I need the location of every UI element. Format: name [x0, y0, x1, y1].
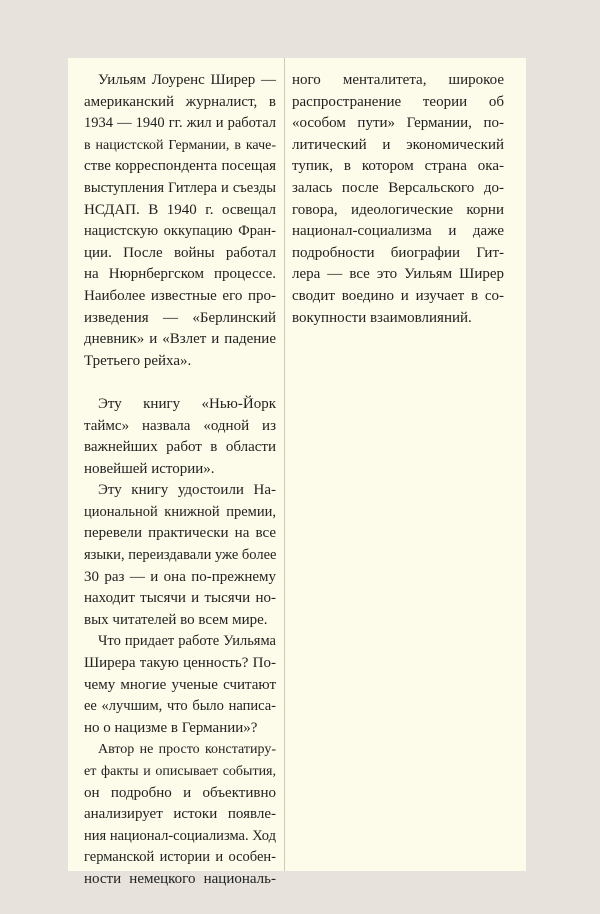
- paragraph-award: [84, 480, 276, 631]
- text-line: Ширера такую ценность? По-: [84, 655, 276, 672]
- paragraph-analysis-continued: [292, 70, 504, 329]
- text-line: ности немецкого националь-: [84, 870, 276, 887]
- paragraph-analysis: [84, 739, 276, 890]
- text-line: лера — все это Уильям Ширер: [292, 266, 504, 283]
- text-line: стве корреспондента посещая: [84, 158, 276, 175]
- text-line: Уильям Лоуренс Ширер —: [98, 72, 276, 88]
- paragraph-author-bio: [84, 70, 276, 372]
- text-line: залась после Версальского до-: [292, 179, 504, 196]
- text-line: распространение теории об: [292, 93, 504, 110]
- text-line: американский журналист, в: [84, 93, 276, 110]
- text-line: «особом пути» Германии, по-: [292, 115, 504, 132]
- text-line: таймс» назвала «одной из: [84, 417, 276, 434]
- text-line: 30 раз — и она по-прежнему: [84, 568, 276, 585]
- text-line: новейшей истории».: [84, 460, 215, 477]
- text-line: нацистскую оккупацию Фран-: [84, 223, 276, 240]
- text-line: анализирует истоки появле-: [84, 806, 276, 823]
- left-column: [84, 70, 276, 891]
- text-line: национал-социализма и даже: [292, 223, 504, 240]
- text-line: ции. После войны работал: [84, 244, 276, 261]
- text-line: Эту книгу удостоили На-: [98, 482, 276, 499]
- text-line: германской истории и особен-: [84, 849, 276, 866]
- text-line: ет факты и описывает события,: [84, 764, 276, 779]
- text-line: в нацистской Германии, в каче-: [84, 137, 276, 153]
- text-line: дневник» и «Взлет и падение: [84, 331, 276, 348]
- text-line: Эту книгу «Нью-Йорк: [98, 395, 276, 412]
- paragraph-nyt-quote: [84, 394, 276, 480]
- text-line: находит тысячи и тысячи но-: [84, 590, 276, 607]
- text-line: сводит воедино и изучает в со-: [292, 287, 504, 304]
- book-back-cover-page: [68, 58, 526, 887]
- text-line: изведения — «Берлинский: [84, 309, 276, 326]
- text-line: вокупности взаимовлияний.: [292, 309, 472, 326]
- column-divider: [284, 58, 285, 871]
- text-line: он подробно и объективно: [84, 784, 276, 801]
- text-line: языки, переиздавали уже более: [84, 547, 277, 564]
- text-line: говора, идеологические корни: [292, 201, 504, 218]
- text-line: подробности биографии Гит-: [292, 244, 504, 261]
- text-line: Что придает работе Уильяма: [98, 633, 276, 650]
- text-line: важнейших работ в области: [84, 439, 276, 456]
- text-line: но о нацизме в Германии»?: [84, 719, 258, 736]
- right-column: [292, 70, 504, 329]
- text-line: Наиболее известные его про-: [84, 287, 276, 304]
- text-line: чему многие ученые считают: [84, 676, 276, 693]
- text-line: ее «лучшим, что было написа-: [84, 698, 276, 715]
- paragraph-question: [84, 631, 276, 739]
- text-line: литический и экономический: [292, 136, 504, 153]
- text-line: ного менталитета, широкое: [292, 72, 504, 88]
- text-line: перевели практически на все: [84, 525, 276, 542]
- text-line: тупик, в котором страна ока-: [292, 158, 504, 175]
- text-line: Автор не просто констатиру-: [98, 742, 276, 758]
- text-line: 1934 — 1940 гг. жил и работал: [84, 115, 276, 132]
- text-line: вых читателей во всем мире.: [84, 611, 268, 628]
- text-line: циональной книжной премии,: [84, 503, 276, 520]
- paragraph-gap: [84, 372, 276, 394]
- text-line: ния национал-социализма. Ход: [84, 827, 276, 844]
- text-line: на Нюрнбергском процессе.: [84, 266, 276, 283]
- text-line: Третьего рейха».: [84, 352, 192, 369]
- text-line: НСДАП. В 1940 г. освещал: [84, 201, 276, 218]
- text-line: выступления Гитлера и съезды: [84, 179, 276, 196]
